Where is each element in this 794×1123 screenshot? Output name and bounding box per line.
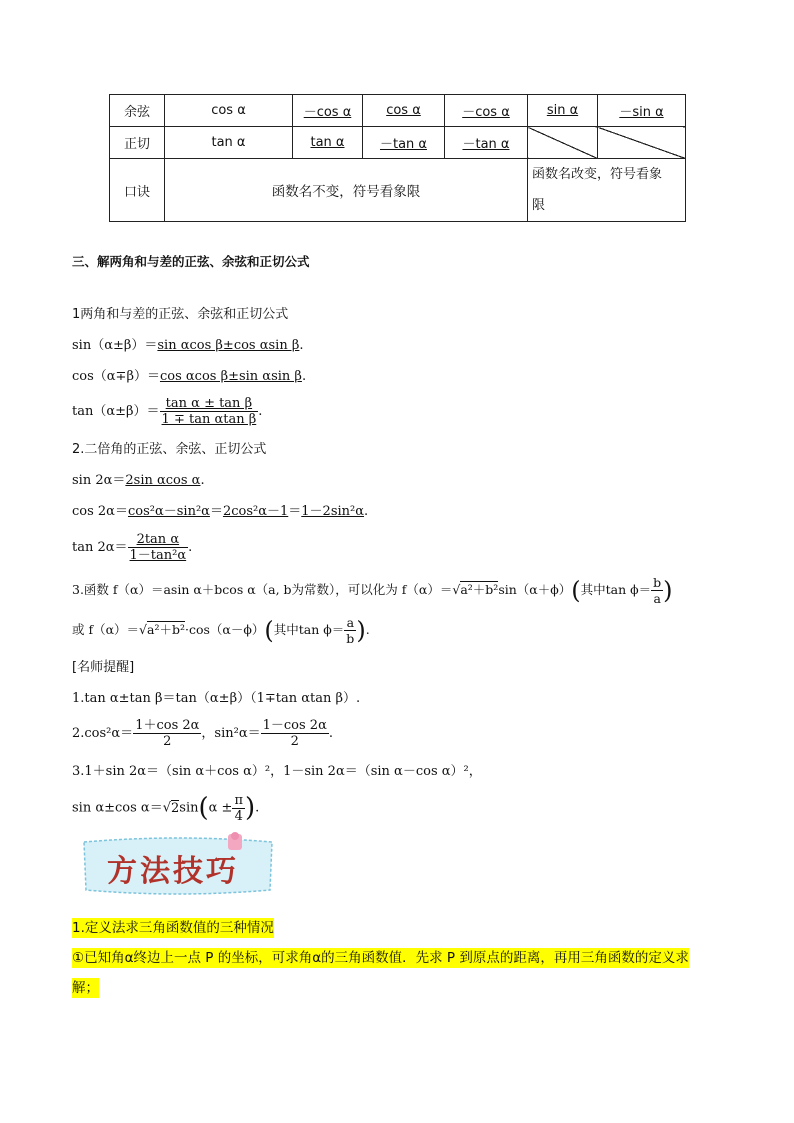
numerator: 1－cos 2α (262, 718, 327, 733)
table-cell: cos α (165, 95, 293, 127)
numerator: 1＋cos 2α (135, 718, 200, 733)
formula-tan2: tan 2α＝ $\frac{\text{2tan α}}{\text{1－tan²α}}$ . (72, 532, 193, 563)
text: sin α±cos α＝ (72, 800, 163, 816)
lhs: cos 2α＝ (72, 504, 128, 519)
rhs-2: 2cos²α－1 (222, 504, 289, 519)
numerator: π (234, 792, 243, 808)
rhs-1: cos²α－sin²α (127, 504, 210, 519)
paren-right: ) (663, 576, 673, 605)
subheading-2: 2.二倍角的正弦、余弦、正切公式 (72, 442, 267, 457)
sqrt-sign: √ (139, 622, 148, 637)
method-heading-1: 1.定义法求三角函数值的三种情况 (72, 920, 274, 936)
sqrt-radicand: a²＋b² (460, 582, 499, 597)
denominator: b (346, 631, 355, 646)
rhs: 2sin αcos α (125, 473, 201, 488)
lhs: cos（α∓β）＝ (72, 369, 160, 384)
text: α ± (208, 800, 233, 816)
item-3-auxiliary-angle (72, 570, 673, 611)
formula-cos-sum: cos（α∓β）＝cos αcos β±sin αsin β. (72, 369, 307, 384)
text: sin（α＋ϕ） (498, 582, 572, 597)
tip-3: 3.1＋sin 2α＝（sin α＋cos α）²，1－sin 2α＝（sin α－cos α）²， (72, 764, 482, 779)
mnemonic-line: 限 (532, 198, 546, 213)
formula-cos2: cos 2α＝cos²α－sin²α＝2cos²α－1＝1－2sin²α. (72, 504, 369, 519)
text: ，sin²α＝ (201, 726, 261, 741)
fraction (344, 615, 356, 646)
table-cell: tan α (165, 127, 293, 159)
mnemonic-unchanged: 函数名不变，符号看象限 (165, 159, 528, 222)
table-cell: －tan α (445, 127, 528, 159)
numerator: 2tan α (128, 532, 189, 548)
table-cell: －tan α (363, 127, 445, 159)
text: 其中tan ϕ＝ (273, 622, 345, 637)
method-paragraph-line: ①已知角α终边上一点 P 的坐标，可求角α的三角函数值．先求 P 到原点的距离，再用三角函数的定义求 (72, 950, 689, 966)
tip-4: sin α±cos α＝√2sin(α ± $\frac{\pi}{4}$ ). (72, 792, 260, 824)
paren-right: ) (356, 616, 366, 645)
denominator: 2 (290, 734, 299, 749)
paren-left: ( (264, 616, 274, 645)
formula-sin2: sin 2α＝2sin αcos α. (72, 473, 205, 488)
sqrt-radicand: a²＋b² (147, 622, 185, 637)
method-banner-title: 方法技巧 (107, 854, 239, 889)
table-row (110, 127, 686, 159)
mnemonic-line: 函数名改变，符号看象 (532, 167, 663, 182)
pin-head-icon (231, 832, 239, 840)
fraction (160, 396, 259, 427)
table-cell: －sin α (598, 95, 686, 127)
denominator: a (653, 591, 661, 606)
table-row (110, 159, 686, 222)
table-cell: －cos α (293, 95, 363, 127)
mnemonic-changed (528, 159, 686, 222)
diagonal-empty-cell (598, 127, 686, 159)
lhs: sin 2α＝ (72, 473, 126, 488)
table-row (110, 95, 686, 127)
fraction (133, 718, 201, 749)
tip-1: 1.tan α±tan β＝tan（α±β）（1∓tan αtan β）. (72, 691, 361, 706)
table-cell: －cos α (445, 95, 528, 127)
item-3-alt: 或 f（α）＝√a²＋b²·cos（α－ϕ）(其中tan ϕ＝ $\frac{a}{b}$ ). (72, 615, 370, 646)
numerator: tan α ± tan β (160, 396, 259, 412)
tips-heading: [名师提醒] (72, 660, 135, 675)
text: 2.cos²α＝ (72, 726, 134, 741)
numerator: b (653, 575, 662, 590)
denominator: 2 (163, 734, 172, 749)
denominator: 1－tan²α (129, 548, 187, 563)
lhs: sin（α±β）＝ (72, 338, 158, 353)
fraction (261, 718, 329, 749)
paren-left: ( (571, 576, 581, 605)
fraction (128, 532, 189, 563)
table-cell: sin α (528, 95, 598, 127)
subheading-1: 1两角和与差的正弦、余弦和正切公式 (72, 307, 289, 322)
sqrt-sign: √ (162, 800, 171, 816)
section-heading: 三、解两角和与差的正弦、余弦和正切公式 (72, 254, 310, 269)
lhs: tan（α±β）＝ (72, 404, 160, 419)
fraction (651, 575, 663, 606)
row-label: 正切 (110, 127, 165, 159)
induction-formula-table (109, 94, 686, 222)
formula-sin-sum: sin（α±β）＝sin αcos β±cos αsin β. (72, 338, 304, 353)
text: sin (179, 800, 199, 816)
rhs: cos αcos β±sin αsin β (159, 369, 302, 384)
fraction (232, 793, 245, 824)
numerator: a (344, 615, 356, 631)
paren-left: ( (198, 793, 209, 823)
text: 3.函数 f（α）＝asin α＋bcos α（a, b为常数），可以化为 f（α）＝ (72, 582, 453, 597)
row-label: 口诀 (110, 159, 165, 222)
sqrt-radicand: 2 (171, 800, 180, 816)
row-label: 余弦 (110, 95, 165, 127)
tip-2: 2.cos²α＝ $\frac{1+\cos 2\alpha}{2}$ ，sin²α＝ $\frac{1-\cos 2\alpha}{2}$ . (72, 718, 333, 749)
denominator: 1 ∓ tan αtan β (161, 412, 257, 427)
diagonal-empty-cell (528, 127, 598, 159)
table-cell: tan α (293, 127, 363, 159)
sqrt-sign: √ (452, 582, 461, 597)
method-paragraph-line: 解； (72, 980, 99, 996)
formula-tan-sum: tan（α±β）＝ $\frac{\text{tan α ± tan β}}{\text{1 ∓ tan αtan β}}$ . (72, 396, 263, 427)
lhs: tan 2α＝ (72, 540, 128, 555)
rhs-3: 1－2sin²α (301, 504, 365, 519)
text: 其中tan ϕ＝ (580, 582, 652, 597)
table-cell: cos α (363, 95, 445, 127)
rhs: sin αcos β±cos αsin β (157, 338, 300, 353)
paren-right: ) (245, 793, 256, 823)
text: ·cos（α－ϕ） (185, 622, 265, 637)
denominator: 4 (234, 808, 243, 824)
text: 或 f（α）＝ (72, 622, 140, 637)
